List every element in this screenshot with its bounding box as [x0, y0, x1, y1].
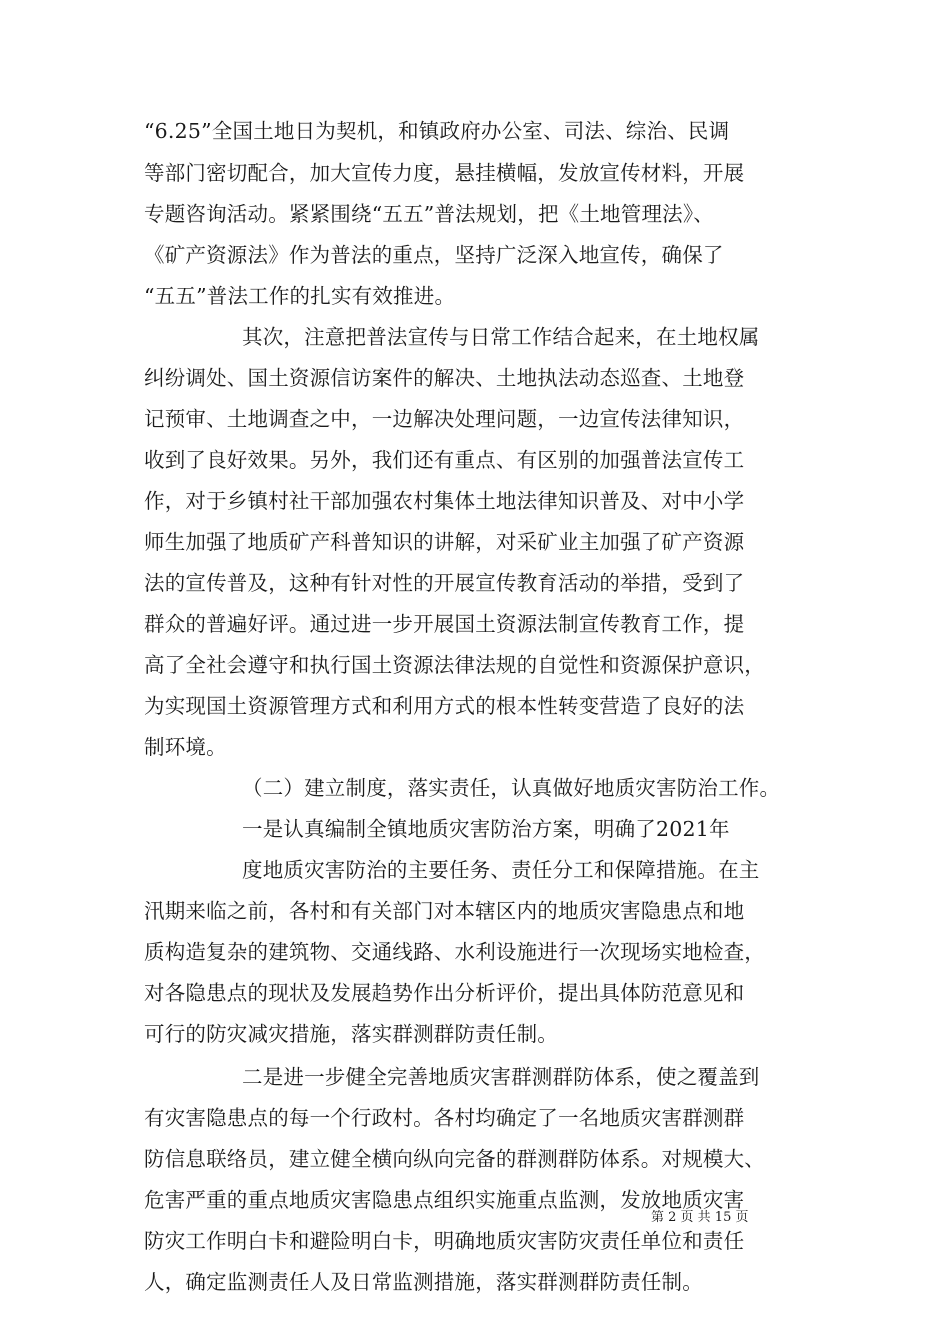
paragraph-start-line: 其次，注意把普法宣传与日常工作结合起来，在土地权属 [242, 325, 760, 349]
text-line: 人，确定监测责任人及日常监测措施，落实群测群防责任制。 [144, 1270, 703, 1294]
paragraph-start-line: 一是认真编制全镇地质灾害防治方案，明确了2021年 [242, 817, 730, 841]
text-line: 专题咨询活动。紧紧围绕“五五”普法规划，把《土地管理法》、 [144, 202, 715, 226]
text-line: 收到了良好效果。另外，我们还有重点、有区别的加强普法宣传工 [144, 448, 745, 472]
text-line: 等部门密切配合，加大宣传力度，悬挂横幅，发放宣传材料，开展 [144, 161, 745, 185]
text-line: 纠纷调处、国土资源信访案件的解决、土地执法动态巡查、土地登 [144, 366, 745, 390]
text-line: 可行的防灾减灾措施，落实群测群防责任制。 [144, 1022, 558, 1046]
text-line: 防灾工作明白卡和避险明白卡，明确地质灾害防灾责任单位和责任 [144, 1229, 745, 1253]
text-line: 作，对于乡镇村社干部加强农村集体土地法律知识普及、对中小学 [144, 489, 745, 513]
page-number-footer: 第 2 页 共 15 页 [651, 1210, 749, 1225]
text-line: 汛期来临之前，各村和有关部门对本辖区内的地质灾害隐患点和地 [144, 899, 745, 923]
text-line: 《矿产资源法》作为普法的重点，坚持广泛深入地宣传，确保了 [144, 243, 724, 267]
text-line: 危害严重的重点地质灾害隐患点组织实施重点监测，发放地质灾害 [144, 1188, 745, 1212]
text-line: 高了全社会遵守和执行国土资源法律法规的自觉性和资源保护意识， [144, 653, 765, 677]
text-line: 质构造复杂的建筑物、交通线路、水利设施进行一次现场实地检查， [144, 940, 765, 964]
text-line: 度地质灾害防治的主要任务、责任分工和保障措施。在主 [242, 858, 760, 882]
text-line: 群众的普遍好评。通过进一步开展国土资源法制宣传教育工作，提 [144, 612, 745, 636]
text-line: “五五”普法工作的扎实有效推进。 [144, 284, 456, 308]
text-line: 记预审、土地调查之中，一边解决处理问题，一边宣传法律知识， [144, 407, 745, 431]
text-line: 对各隐患点的现状及发展趋势作出分析评价，提出具体防范意见和 [144, 981, 745, 1005]
text-line: 防信息联络员，建立健全横向纵向完备的群测群防体系。对规模大、 [144, 1147, 765, 1171]
paragraph-start-line: 二是进一步健全完善地质灾害群测群防体系，使之覆盖到 [242, 1065, 760, 1089]
text-line: 为实现国土资源管理方式和利用方式的根本性转变营造了良好的法 [144, 694, 745, 718]
text-line: 法的宣传普及，这种有针对性的开展宣传教育活动的举措，受到了 [144, 571, 745, 595]
text-line: 师生加强了地质矿产科普知识的讲解，对采矿业主加强了矿产资源 [144, 530, 745, 554]
text-line: 有灾害隐患点的每一个行政村。各村均确定了一名地质灾害群测群 [144, 1106, 745, 1130]
text-line: 制环境。 [144, 735, 227, 759]
text-line: “6.25”全国土地日为契机，和镇政府办公室、司法、综治、民调 [144, 119, 730, 143]
section-heading: （二）建立制度，落实责任，认真做好地质灾害防治工作。 [242, 776, 781, 800]
